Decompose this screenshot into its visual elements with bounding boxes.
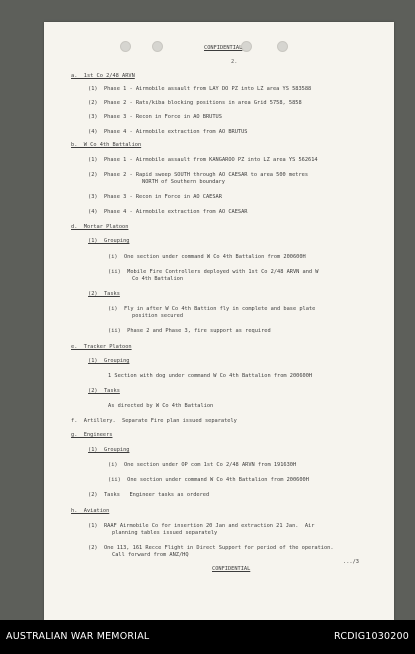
classification-header: CONFIDENTIAL — [204, 45, 243, 51]
text-line: 1 Section with dog under command W Co 4th Battalion from 200600H — [108, 373, 313, 379]
document-page — [44, 22, 394, 620]
page-number: 2. — [231, 59, 238, 65]
text-line: (3) Phase 3 - Recon in Force in AO BRUTUS — [88, 114, 222, 120]
text-line: (ii) Mobile Fire Controllers deployed with 1st Co 2/48 ARVN and W — [108, 269, 319, 275]
text-line: position secured — [132, 313, 184, 319]
text-line: (ii) One section under command W Co 4th Battalion from 200600H — [108, 477, 309, 483]
section-heading: h. Aviation — [71, 508, 110, 514]
text-line: (ii) Phase 2 and Phase 3, fire support as required — [108, 328, 271, 334]
section-heading: d. Mortar Platoon — [71, 224, 129, 230]
text-line: planning tables issued separately — [112, 530, 218, 536]
text-line: Call forward from ANZ/HQ — [112, 552, 189, 558]
text-line: (i) One section under OP com 1st Co 2/48 ARVN from 191630H — [108, 462, 297, 468]
text-line: (4) Phase 4 - Airmobile extraction from AO CAESAR — [88, 209, 248, 215]
text-line: (2) Tasks Engineer tasks as ordered — [88, 492, 210, 498]
text-line: (3) Phase 3 - Recon in Force in AO CAESAR — [88, 194, 222, 200]
text-line: (1) Phase 1 - Airmobile assault from LAY DO PZ into LZ area YS 583588 — [88, 86, 312, 92]
text-line: As directed by W Co 4th Battalion — [108, 403, 214, 409]
section-heading: b. W Co 4th Battalion — [71, 142, 142, 148]
punch-hole — [120, 41, 131, 52]
text-line: Co 4th Battalion — [132, 276, 184, 282]
text-line: (1) Phase 1 - Airmobile assault from KANGAROO PZ into LZ area YS 562614 — [88, 157, 318, 163]
text-line: (1) RAAF Airmobile Co for insertion 20 Jan and extraction 21 Jan. Air — [88, 523, 315, 529]
text-line: (2) Phase 2 - Rapid sweep SOUTH through AO CAESAR to area 500 metres — [88, 172, 309, 178]
section-heading: f. Artillery. Separate Fire plan issued separately — [71, 418, 237, 424]
classification-footer: CONFIDENTIAL — [212, 566, 251, 572]
institution-label: AUSTRALIAN WAR MEMORIAL — [6, 631, 150, 642]
text-line: (2) One 113, 161 Recce Flight in Direct Support for period of the operation. — [88, 545, 334, 551]
text-line: NORTH of Southern boundary — [142, 179, 225, 185]
text-line: (4) Phase 4 - Airmobile extraction from AO BRUTUS — [88, 129, 248, 135]
subsection-heading: (2) Tasks — [88, 388, 120, 394]
section-heading: e. Tracker Platoon — [71, 344, 132, 350]
section-heading: g. Engineers — [71, 432, 113, 438]
text-line: (2) Phase 2 - Rats/kiba blocking positions in area Grid 5758, 5858 — [88, 100, 302, 106]
subsection-heading: (1) Grouping — [88, 238, 130, 244]
text-line: (i) Fly in after W Co 4th Battion fly in complete and base plate — [108, 306, 316, 312]
reference-code: RCDIG1030200 — [334, 631, 409, 642]
subsection-heading: (2) Tasks — [88, 291, 120, 297]
punch-hole — [152, 41, 163, 52]
subsection-heading: (1) Grouping — [88, 358, 130, 364]
section-heading: a. 1st Co 2/48 ARVN — [71, 73, 135, 79]
archive-footer — [0, 620, 415, 654]
text-line: (i) One section under command W Co 4th Battalion from 200600H — [108, 254, 306, 260]
continuation-mark: .../3 — [343, 559, 359, 565]
subsection-heading: (1) Grouping — [88, 447, 130, 453]
